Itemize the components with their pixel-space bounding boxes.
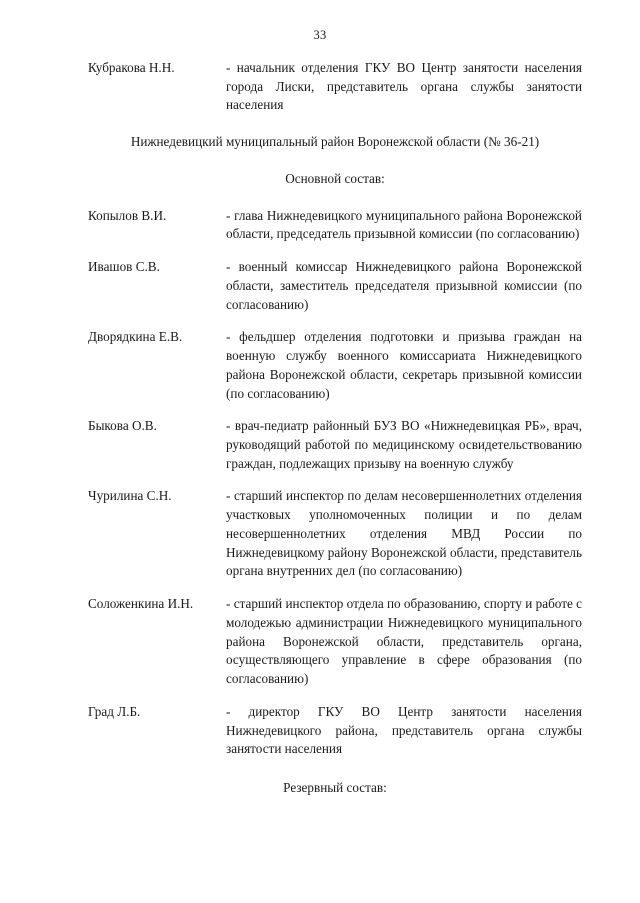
person-description: - директор ГКУ ВО Центр занятости населения Нижнедевицкого района, представитель органа службы занятости населения: [226, 703, 582, 757]
person-description: - врач-педиатр районный БУЗ ВО «Нижнедевицкая РБ», врач, руководящий работой по медицинскому освидетельствованию граждан, подлежащих призыву на военную службу: [226, 418, 582, 471]
page-number: 33: [313, 28, 327, 42]
person-description: - начальник отделения ГКУ ВО Центр занятости населения города Лиски, представитель органа службы занятости населения: [226, 60, 582, 113]
person-name: Кубракова Н.Н.: [88, 60, 175, 75]
document-body: [30, 59, 610, 798]
person-description: - старший инспектор по делам несовершеннолетних отделения участковых уполномоченных полиции и по делам несовершеннолетних отделения МВД России по Нижнедевицкому району Воронежской области, представитель органа внутренних дел (по согласованию): [226, 488, 582, 579]
list-item: [88, 595, 582, 689]
person-name: Быкова О.В.: [88, 418, 157, 434]
person-name: Копылов В.И.: [88, 207, 167, 223]
person-name: Соложенкина И.Н.: [88, 596, 194, 612]
main-composition-heading: Основной состав:: [285, 170, 385, 186]
person-name: Чурилина С.Н.: [88, 488, 172, 504]
person-description: - глава Нижнедевицкого муниципального района Воронежской области, председатель призывной комиссии (по согласованию): [226, 207, 582, 242]
person-name: Град Л.Б.: [88, 703, 141, 719]
list-item: [88, 487, 582, 581]
person-description: - старший инспектор отдела по образованию, спорту и работе с молодежью администрации Нижнедевицкого муниципального района Воронежской области, представитель органа, осуществляющего управление в сфере образования (по согласованию): [226, 596, 582, 687]
person-name: Ивашов С.В.: [88, 259, 160, 275]
list-item: [88, 207, 582, 244]
list-item: [88, 328, 582, 403]
person-name: Дворядкина Е.В.: [88, 329, 183, 345]
list-item: [88, 703, 582, 759]
person-description: - военный комиссар Нижнедевицкого района Воронежской области, заместитель председателя призывной комиссии (по согласованию): [226, 259, 582, 312]
district-title: Нижнедевицкий муниципальный район Воронежской области (№ 36-21): [130, 134, 540, 150]
list-item: [88, 258, 582, 314]
reserve-composition-heading: Резервный состав:: [283, 780, 387, 796]
list-item: [88, 59, 582, 115]
list-item: [88, 417, 582, 473]
person-description: - фельдшер отделения подготовки и призыва граждан на военную службу военного комиссариата Нижнедевицкого района Воронежской области, секретарь призывной комиссии (по согласованию): [226, 329, 582, 401]
